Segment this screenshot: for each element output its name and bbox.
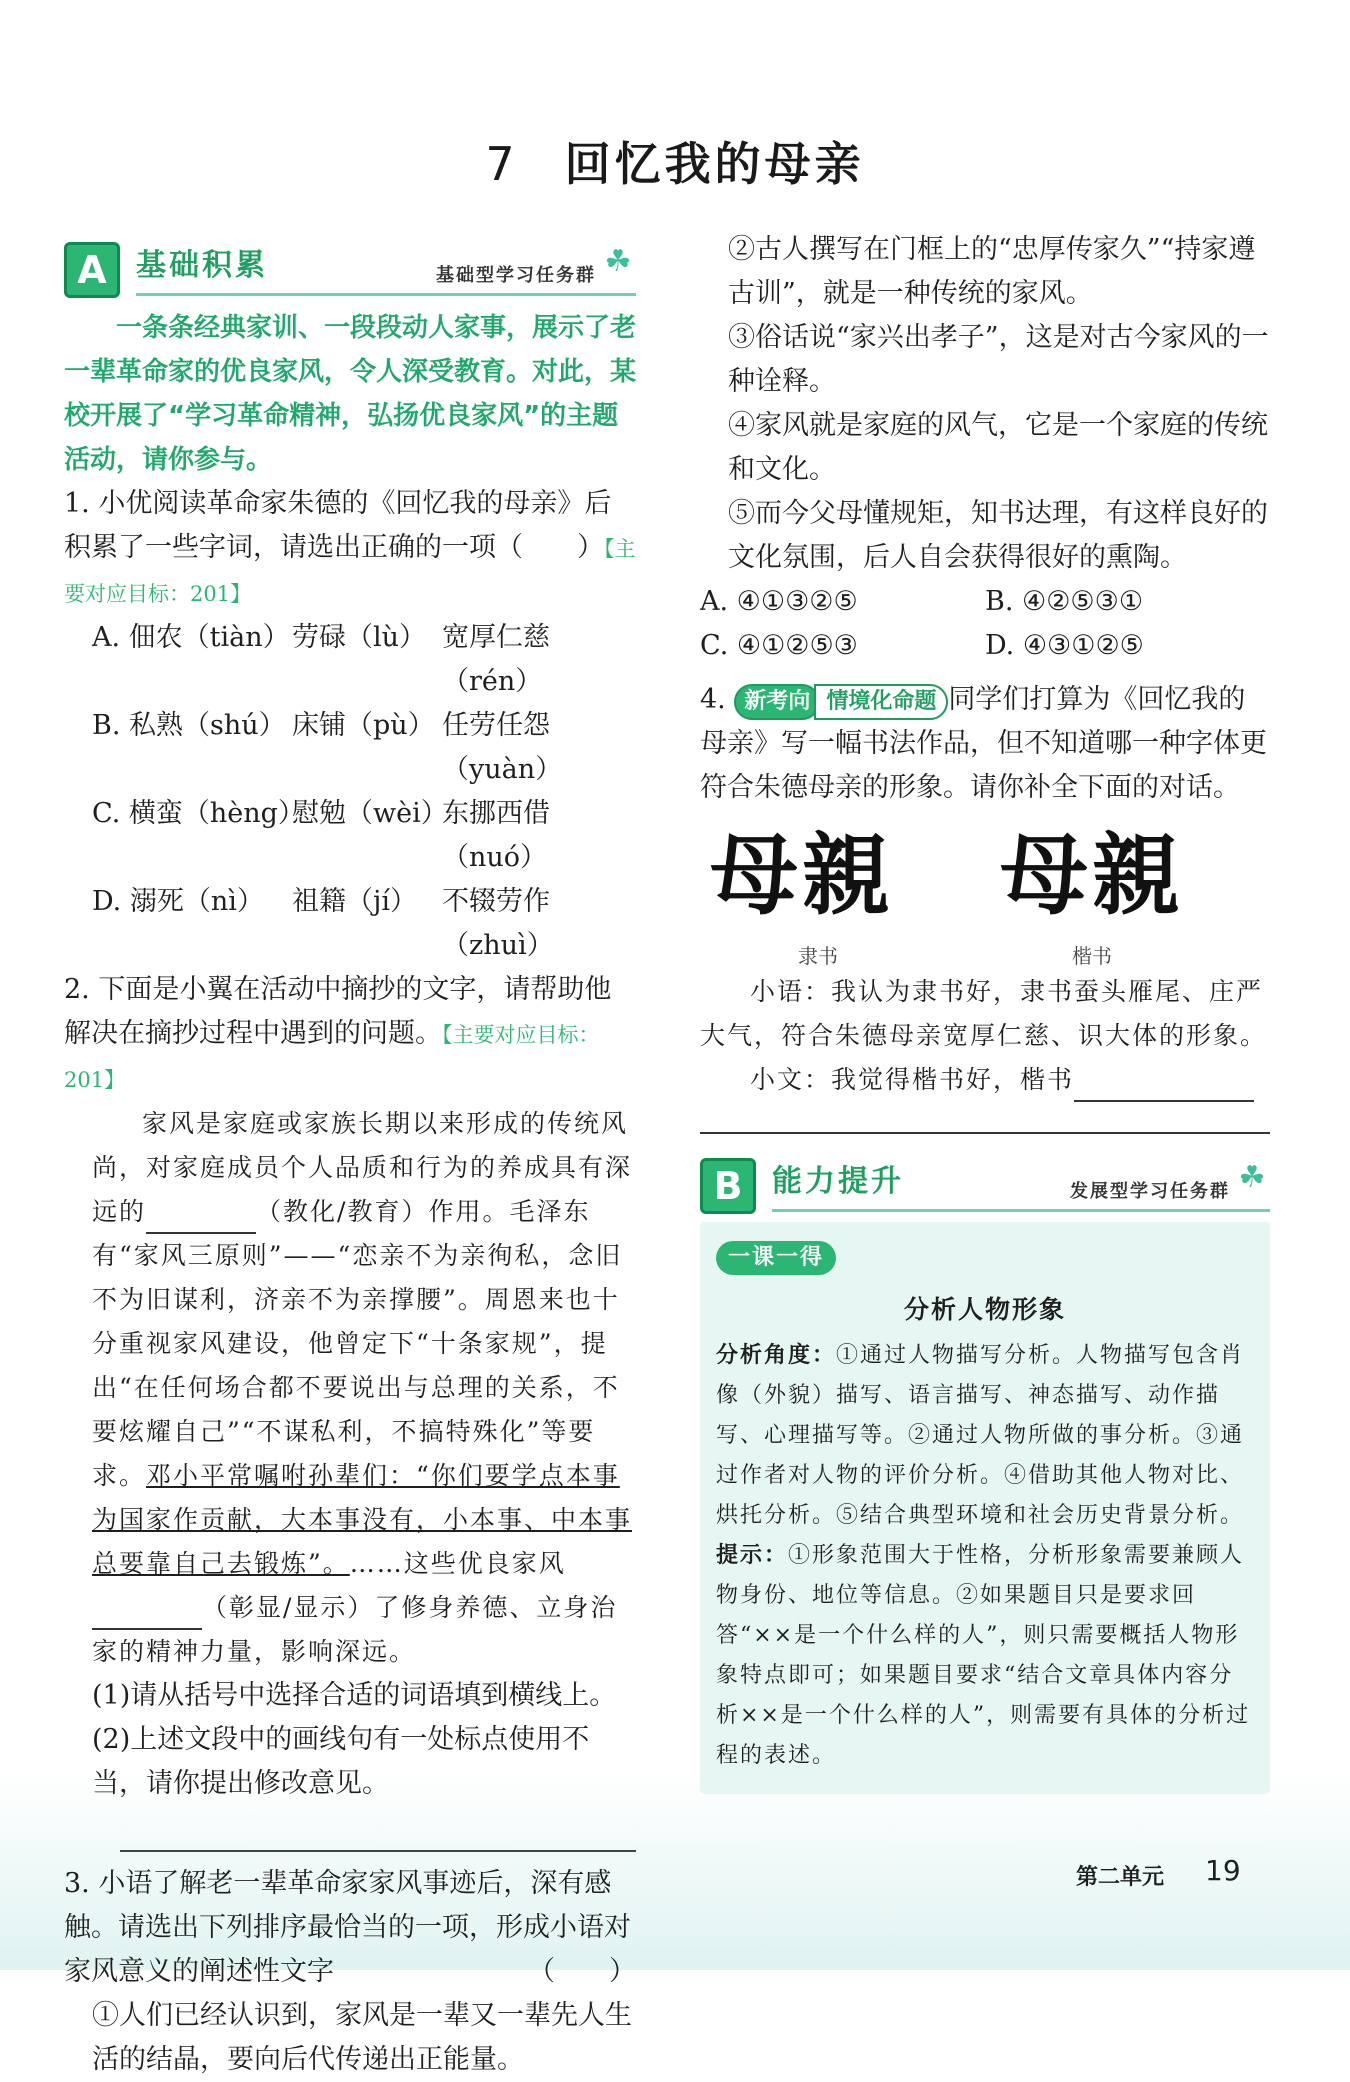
method-hint-text: ①形象范围大于性格，分析形象需要兼顾人物身份、地位等信息。②如果题目只是要求回答“××是一个什么样的人”，则只需要概括人物形象特点即可；如果题目要求“结合文章具体内容分析××是一个什么样的人”，则需要有具体的分析过程的表述。 <box>716 1543 1251 1768</box>
q4-stem: 同学们打算为《回忆我的母亲》写一幅书法作品，但不知道哪一种字体更符合朱德母亲的形象。请你补全下面的对话。 <box>700 684 1267 803</box>
label-lishu: 隶书 <box>798 944 838 968</box>
q3-s4: ④家风就是家庭的风气，它是一个家庭的传统和文化。 <box>728 410 1268 485</box>
section-b-badge: B <box>700 1158 756 1214</box>
q3-s1: ①人们已经认识到，家风是一辈又一辈先人生活的结晶，要向后代传递出正能量。 <box>92 2000 632 2075</box>
q2-answer-line[interactable] <box>120 1826 636 1852</box>
dialog-xiaowen <box>700 1058 1270 1102</box>
dialog-xiaoyu: 小语：我认为隶书好，隶书蚕头雁尾、庄严大气，符合朱德母亲宽厚仁慈、识大体的形象。 <box>700 977 1268 1050</box>
q2-passage <box>64 1102 636 1674</box>
method-angle-label: 分析角度： <box>716 1343 837 1368</box>
q4-blank[interactable] <box>1074 1070 1254 1102</box>
lesson-title <box>0 128 1350 194</box>
q4-dialog <box>700 970 1270 1102</box>
method-angle <box>716 1336 1254 1536</box>
question-3 <box>64 1862 636 1994</box>
q1-opt-b1: B. 私熟（shú） <box>92 710 286 741</box>
q2-p2: （教化/教育）作用。毛泽东有“家风三原则”——“恋亲不为亲徇私，念旧不为旧谋利，济亲不为亲撑腰”。周恩来也十分重视家风建设，他曾定下“十条家规”，提出“在任何场合都不要说出与总理的关系，不要炫耀自己”“不谋私利，不搞特殊化”等要求。 <box>92 1197 623 1490</box>
q3-opt-b: B. ④②⑤③① <box>985 586 1144 617</box>
q3-opt-c: C. ④①②⑤③ <box>700 630 858 661</box>
section-a-header <box>64 238 636 296</box>
left-column <box>64 238 636 2082</box>
q3-s2: ②古人撰写在门框上的“忠厚传家久”“持家遵古训”，就是一种传统的家风。 <box>728 234 1256 309</box>
q3-answer-paren[interactable]: （ ） <box>528 1956 636 1987</box>
label-kaishu: 楷书 <box>1072 944 1112 968</box>
q2-sub-1: (1)请从括号中选择合适的词语填到横线上。 <box>92 1680 617 1711</box>
right-column <box>700 228 1270 1794</box>
section-b-underline <box>772 1209 1270 1212</box>
q4-answer-line[interactable] <box>700 1132 1270 1134</box>
palm-icon: ☘ <box>1238 1160 1266 1195</box>
q2-p5: （彰显/显示）了修身养德、立身治家的精神力量，影响深远。 <box>92 1593 618 1666</box>
section-b-title: 能力提升 <box>772 1164 904 1199</box>
q2-blank-1[interactable] <box>146 1202 256 1234</box>
q3-options <box>700 580 1270 668</box>
section-a-subtitle: 基础型学习任务群 <box>436 265 596 286</box>
q1-opt-d2: 祖籍（jí） <box>292 886 418 917</box>
page-number: 19 <box>1205 1854 1241 1887</box>
question-4 <box>700 678 1270 810</box>
q2-blank-2[interactable] <box>92 1598 202 1630</box>
method-pill: 一课一得 <box>716 1241 836 1275</box>
method-angle-text: ①通过人物描写分析。人物描写包含肖像（外貌）描写、语言描写、神态描写、动作描写、心理描写等。②通过人物所做的事分析。③通过作者对人物的评价分析。④借助其他人物对比、烘托分析。⑤结合典型环境和社会历史背景分析。 <box>716 1343 1245 1528</box>
q1-opt-a3: 宽厚仁慈（rén） <box>442 622 550 697</box>
q3-opt-a: A. ④①③②⑤ <box>700 586 858 617</box>
lesson-title-text: 回忆我的母亲 <box>564 137 865 191</box>
q1-opt-a2: 劳碌（lù） <box>292 622 427 653</box>
calligraphy-lishu: 母親 <box>710 823 895 927</box>
q2-sub-2: (2)上述文段中的画线句有一处标点使用不当，请你提出修改意见。 <box>92 1724 590 1799</box>
method-hint <box>716 1536 1254 1776</box>
q3-stem: 3. 小语了解老一辈革命家家风事迹后，深有感触。请选出下列排序最恰当的一项，形成小语对家风意义的阐述性文字 <box>64 1868 631 1987</box>
section-a-title: 基础积累 <box>136 248 268 283</box>
section-a-intro: 一条条经典家训、一段段动人家事，展示了老一辈革命家的优良家风，令人深受教育。对此，某校开展了“学习革命精神，弘扬优良家风”的主题活动，请你参与。 <box>64 313 637 475</box>
q1-options <box>64 616 636 968</box>
calligraphy-samples <box>700 820 1270 970</box>
q1-stem: 1. 小优阅读革命家朱德的《回忆我的母亲》后积累了一些字词，请选出正确的一项（ ） <box>64 488 612 563</box>
q3-opt-d: D. ④③①②⑤ <box>985 630 1144 661</box>
method-box-header <box>716 1238 1254 1282</box>
q2-p4: ……这些优良家风 <box>349 1549 566 1578</box>
q1-opt-b3: 任劳任怨（yuàn） <box>442 710 563 785</box>
q4-num: 4. <box>700 684 726 715</box>
q1-opt-a1: A. 佃农（tiàn） <box>92 622 290 653</box>
q3-s3: ③俗话说“家兴出孝子”，这是对古今家风的一种诠释。 <box>728 322 1269 397</box>
method-hint-label: 提示： <box>716 1543 789 1568</box>
q1-opt-d3: 不辍劳作（zhuì） <box>442 886 554 961</box>
footer-unit: 第二单元 <box>1076 1865 1165 1890</box>
section-b-subtitle: 发展型学习任务群 <box>1070 1181 1230 1202</box>
q4-tag-context: 情境化命题 <box>814 684 948 720</box>
q1-tag: 【主要对应目标：201】 <box>64 537 636 606</box>
dialog-xiaowen-text: 小文：我觉得楷书好，楷书 <box>750 1065 1075 1094</box>
q4-tag-new: 新考向 <box>734 684 820 720</box>
q1-opt-c1: C. 横蛮（hèng） <box>92 798 305 829</box>
method-box <box>700 1222 1270 1794</box>
q1-opt-b2: 床铺（pù） <box>292 710 435 741</box>
q2-stem: 2. 下面是小翼在活动中摘抄的文字，请帮助他解决在摘抄过程中遇到的问题。 <box>64 974 612 1049</box>
q2-underlined-sentence: 邓小平常嘱咐孙辈们：“你们要学点本事为国家作贡献，大本事没有，小本事、中本事总要靠自己去锻炼”。 <box>92 1461 633 1578</box>
section-a-badge: A <box>64 242 120 298</box>
q1-opt-c3: 东挪西借（nuó） <box>442 798 550 873</box>
question-2 <box>64 968 636 1102</box>
q1-opt-c2: 慰勉（wèi） <box>292 798 448 829</box>
section-a-underline <box>136 293 636 296</box>
palm-icon: ☘ <box>604 244 632 279</box>
question-1 <box>64 482 636 616</box>
q3-sentence-1-start <box>64 1994 636 2082</box>
lesson-number: 7 <box>485 137 519 191</box>
calligraphy-kaishu: 母親 <box>1000 823 1185 927</box>
q3-s5: ⑤而今父母懂规矩，知书达理，有这样良好的文化氛围，后人自会获得很好的熏陶。 <box>728 498 1268 573</box>
method-box-title: 分析人物形象 <box>903 1295 1066 1324</box>
q1-opt-d1: D. 溺死（nì） <box>92 886 264 917</box>
q2-p1: 家风是家庭或家族长期以来形成的传统风尚，对家庭成员个人品质和行为的养成具有深远的 <box>92 1109 633 1226</box>
section-b-header <box>700 1154 1270 1212</box>
q2-tag: 【主要对应目标：201】 <box>64 1023 600 1092</box>
